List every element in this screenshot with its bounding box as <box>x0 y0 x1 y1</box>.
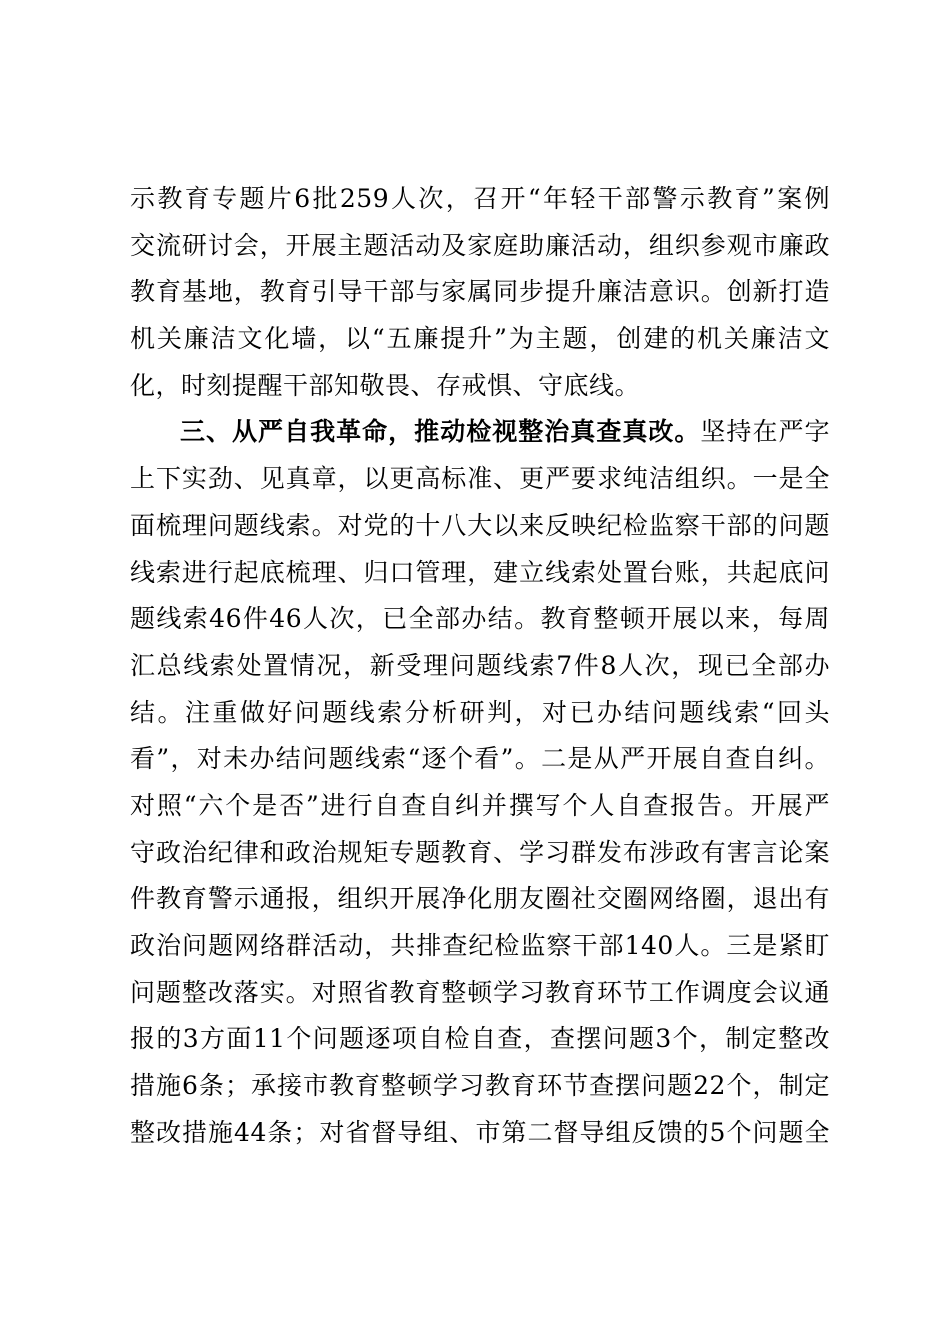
paragraph-2-line: 看”，对未办结问题线索“逐个看”。二是从严开展自查自纠。 <box>130 744 830 774</box>
paragraph-1-line: 教育基地，教育引导干部与家属同步提升廉洁意识。创新打造 <box>130 277 830 307</box>
paragraph-2 <box>130 409 830 1156</box>
paragraph-2-line: 守政治纪律和政治规矩专题教育、学习群发布涉政有害言论案 <box>130 837 830 867</box>
paragraph-2-first-line <box>130 409 830 456</box>
paragraph-2-line: 线索进行起底梳理、归口管理，建立线索处置台账，共起底问 <box>130 557 830 587</box>
paragraph-2-line: 面梳理问题线索。对党的十八大以来反映纪检监察干部的问题 <box>130 510 830 540</box>
paragraph-2-line: 政治问题网络群活动，共排查纪检监察干部140人。三是紧盯 <box>130 931 830 960</box>
paragraph-1 <box>130 176 830 409</box>
section-heading-continuation: 坚持在严字 <box>700 417 830 447</box>
paragraph-2-line: 上下实劲、见真章，以更高标准、更严要求纯洁组织。一是全 <box>130 464 830 494</box>
paragraph-2-line: 对照“六个是否”进行自查自纠并撰写个人自查报告。开展严 <box>130 790 830 820</box>
section-heading: 三、从严自我革命，推动检视整治真查真改。 <box>180 417 701 447</box>
paragraph-1-line: 交流研讨会，开展主题活动及家庭助廉活动，组织参观市廉政 <box>130 230 830 260</box>
paragraph-2-line: 汇总线索处置情况，新受理问题线索7件8人次，现已全部办 <box>130 650 830 680</box>
paragraph-1-line: 化，时刻提醒干部知敬畏、存戒惧、守底线。 <box>130 370 641 400</box>
paragraph-2-line: 报的3方面11个问题逐项自检自查，查摆问题3个，制定整改 <box>130 1024 830 1054</box>
paragraph-2-line: 结。注重做好问题线索分析研判，对已办结问题线索“回头 <box>130 697 830 727</box>
paragraph-2-line: 件教育警示通报，组织开展净化朋友圈社交圈网络圈，退出有 <box>130 884 830 914</box>
document-body <box>130 176 830 1156</box>
paragraph-2-line: 问题整改落实。对照省教育整顿学习教育环节工作调度会议通 <box>130 977 830 1007</box>
paragraph-2-line: 措施6条；承接市教育整顿学习教育环节查摆问题22个，制定 <box>130 1071 830 1101</box>
paragraph-1-line: 示教育专题片6批259人次，召开“年轻干部警示教育”案例 <box>130 184 830 213</box>
paragraph-2-line: 题线索46件46人次，已全部办结。教育整顿开展以来，每周 <box>130 604 830 634</box>
paragraph-1-line: 机关廉洁文化墙，以“五廉提升”为主题，创建的机关廉洁文 <box>130 324 830 354</box>
paragraph-2-line: 整改措施44条；对省督导组、市第二督导组反馈的5个问题全 <box>130 1117 830 1147</box>
